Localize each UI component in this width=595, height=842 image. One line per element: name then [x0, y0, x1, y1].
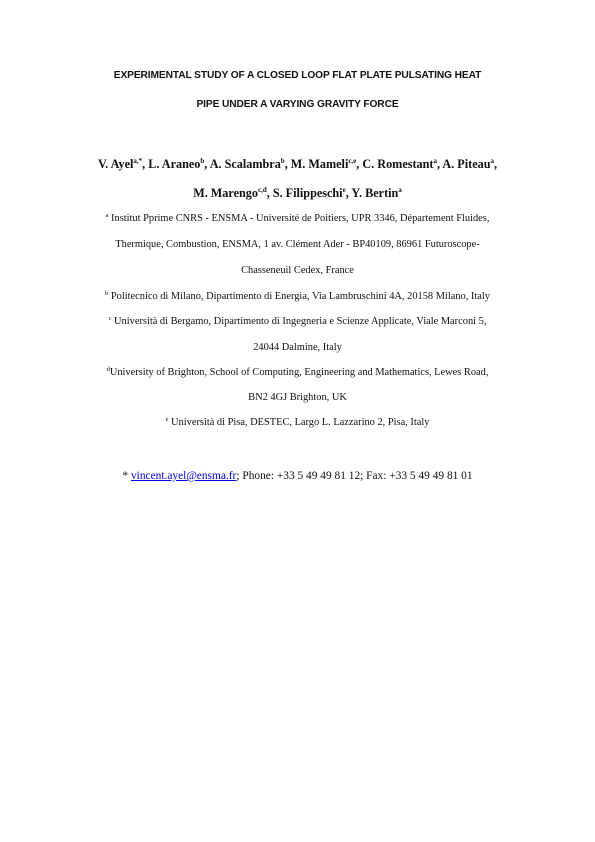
author-affiliation-marker: a — [490, 157, 494, 165]
author-separator: , — [204, 157, 210, 171]
author-name: M. Marengo — [193, 186, 258, 200]
affiliation-text: Politecnico di Milano, Dipartimento di Energia, Via Lambruschini 4A, 20158 Milano, Italy — [108, 291, 490, 302]
affiliation-marker: a — [105, 212, 109, 219]
paper-title-line-1: EXPERIMENTAL STUDY OF A CLOSED LOOP FLAT PLATE PULSATING HEAT — [113, 70, 482, 81]
email-link[interactable]: vincent.ayel@ensma.fr — [130, 470, 237, 482]
author-name: S. Filippeschi — [272, 186, 343, 200]
affiliation-a-line-1 — [40, 212, 555, 225]
author-affiliation-marker: a — [398, 186, 402, 194]
author-separator: , — [356, 157, 363, 171]
affiliation-marker: e — [165, 416, 169, 423]
affiliation-a-line-2: Thermique, Combustion, ENSMA, 1 av. Clément Ader - BP40109, 86961 Futuroscope- — [115, 239, 480, 250]
author-separator: , — [142, 157, 149, 171]
corresponding-author-contact — [40, 469, 555, 483]
author-name: V. Ayel — [97, 157, 134, 171]
affiliation-c-line-1 — [40, 315, 555, 328]
author-affiliation-marker: e — [342, 186, 346, 194]
author-name: Y. Bertin — [351, 186, 399, 200]
author-separator: , — [436, 157, 443, 171]
affiliation-d-line-2: BN2 4GJ Brighton, UK — [248, 392, 347, 403]
affiliation-marker: c — [108, 315, 112, 322]
author-name: C. Romestant — [362, 157, 434, 171]
affiliation-c-line-2: 24044 Dalmine, Italy — [253, 342, 342, 353]
affiliation-marker: d — [106, 366, 110, 373]
author-affiliation-marker: c,d — [257, 186, 267, 194]
corresponding-marker: * — [122, 470, 131, 482]
author-name: A. Scalambra — [209, 157, 281, 171]
author-affiliation-marker: a,* — [133, 157, 143, 165]
affiliation-text: University of Brighton, School of Computing, Engineering and Mathematics, Lewes Road, — [109, 367, 489, 378]
author-name: A. Piteau — [442, 157, 491, 171]
author-affiliation-marker: b — [280, 157, 285, 165]
affiliation-e-line-1 — [40, 416, 555, 429]
author-affiliation-marker: c,e — [348, 157, 357, 165]
affiliation-marker: b — [105, 290, 109, 297]
author-list-line-1 — [40, 157, 555, 171]
author-separator: , — [284, 157, 291, 171]
paper-title-line-2: PIPE UNDER A VARYING GRAVITY FORCE — [196, 99, 399, 110]
author-affiliation-marker: a — [433, 157, 437, 165]
affiliation-b-line-1 — [40, 290, 555, 303]
author-separator: , — [266, 186, 273, 200]
affiliation-text: Università di Bergamo, Dipartimento di Ingegneria e Scienze Applicate, Viale Marconi 5, — [111, 316, 487, 327]
contact-phone-fax: ; Phone: +33 5 49 49 81 12; Fax: +33 5 49 49 81 01 — [236, 470, 473, 482]
author-separator: , — [345, 186, 352, 200]
author-separator: , — [493, 157, 498, 171]
affiliation-d-line-1 — [40, 366, 555, 379]
affiliation-text: Institut Pprime CNRS - ENSMA - Université de Poitiers, UPR 3346, Département Fluides, — [108, 213, 490, 224]
author-name: L. Araneo — [148, 157, 201, 171]
author-list-line-2 — [40, 186, 555, 200]
affiliation-a-line-3: Chasseneuil Cedex, France — [241, 265, 354, 276]
author-name: M. Mameli — [290, 157, 349, 171]
author-affiliation-marker: b — [200, 157, 205, 165]
affiliation-text: Università di Pisa, DESTEC, Largo L. Lazzarino 2, Pisa, Italy — [168, 417, 430, 428]
